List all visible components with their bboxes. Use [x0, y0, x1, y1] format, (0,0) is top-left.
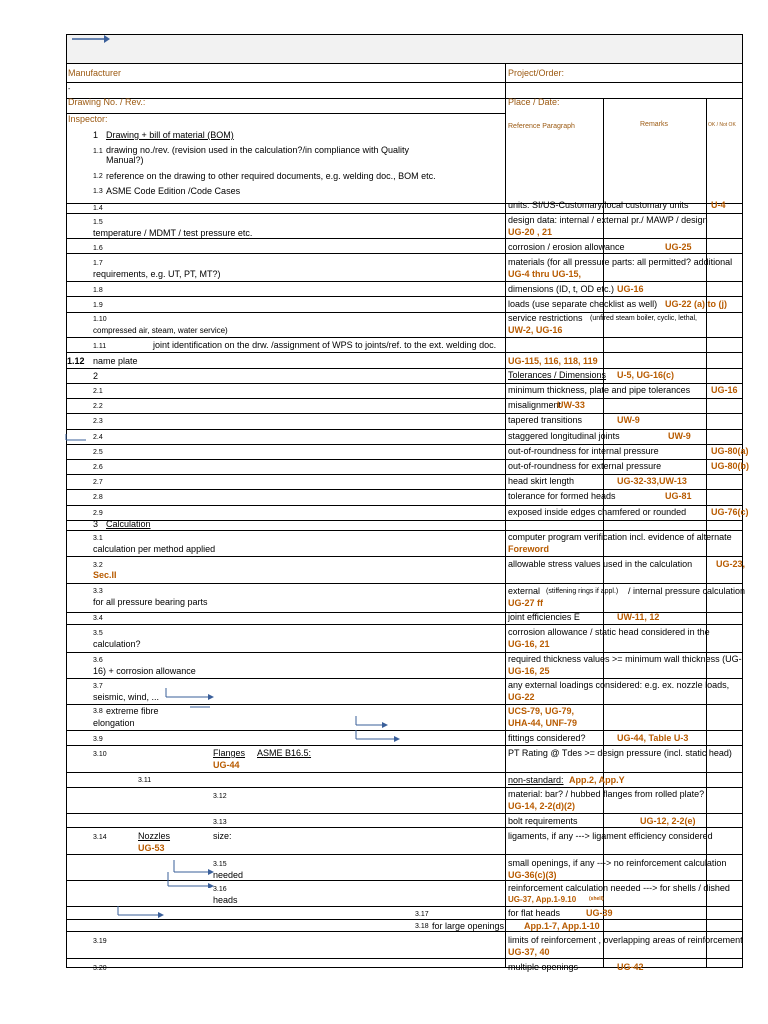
ref-text: out-of-roundness for external pressure — [508, 461, 662, 471]
ref-text: units: SI/US-Customary/local customary units — [508, 200, 689, 210]
ref-text: materials (for all pressure parts: all permitted? additional — [508, 257, 733, 267]
row-text: joint identification on the drw. /assignment of WPS to joints/ref. to the ext. welding doc. — [153, 340, 497, 350]
section2-number: 2 — [93, 371, 99, 381]
row-number: 3.3 — [93, 588, 103, 595]
row-number: 3.2 — [93, 562, 103, 569]
row-number: 3.10 — [93, 751, 107, 758]
row-number: 3.8 — [93, 708, 103, 715]
row-number: 3.15 — [213, 861, 227, 868]
section3-number: 3 — [93, 519, 99, 529]
ref-text: head skirt length — [508, 476, 575, 486]
ref-text: minimum thickness, plate and pipe tolerances — [508, 385, 691, 395]
row-line — [66, 745, 743, 746]
ref-text: corrosion / erosion allowance — [508, 242, 625, 252]
row-number: 3.18 — [415, 923, 429, 930]
row-line — [66, 213, 743, 214]
ref-code: UG-80(a) — [711, 446, 749, 456]
ref-code: UG-80(b) — [711, 461, 749, 471]
row-line — [66, 253, 743, 254]
row-line — [66, 730, 743, 731]
ref-text: tolerance for formed heads — [508, 491, 616, 501]
row-line — [66, 281, 743, 282]
ref-code: UG-81 — [665, 491, 692, 501]
row-number: 3.13 — [213, 819, 227, 826]
row-text: calculation? — [93, 639, 141, 649]
row-line — [66, 827, 743, 828]
ref-text: / internal pressure calculation — [628, 586, 746, 596]
ref-code: App.2, App.Y — [569, 775, 625, 785]
row-text: requirements, e.g. UT, PT, MT?) — [93, 269, 221, 279]
project-order-label: Project/Order: — [508, 68, 565, 78]
ref-text: computer program verification incl. evidence of alternate — [508, 532, 732, 542]
ref-code: UG-32-33,UW-13 — [617, 476, 687, 486]
row-line — [66, 474, 743, 475]
ref-code: UG-53 — [138, 843, 165, 853]
row-line — [66, 772, 743, 773]
ref-code: UG-25 — [665, 242, 692, 252]
ref-code: UG-37, 40 — [508, 947, 550, 957]
row-line — [66, 530, 743, 531]
ref-text: joint efficiencies E — [508, 612, 580, 622]
row-number: 3.16 — [213, 886, 227, 893]
row-number: 1.4 — [93, 205, 103, 212]
row-line — [66, 854, 743, 855]
row-line — [66, 958, 743, 959]
row-text: for all pressure bearing parts — [93, 597, 208, 607]
row-text: 16) + corrosion allowance — [93, 666, 196, 676]
row-number: 2.2 — [93, 403, 103, 410]
ref-code: UG-22 (a) to (j) — [665, 299, 727, 309]
ref-text: fittings considered? — [508, 733, 586, 743]
row-number: 1.5 — [93, 219, 103, 226]
section1-number: 1 — [93, 130, 99, 140]
row-text: name plate — [93, 356, 138, 366]
connector-arrow-icon — [160, 688, 215, 702]
row-number: 3.9 — [93, 736, 103, 743]
row-line — [66, 383, 743, 384]
ref-code: UG-4 thru UG-15, — [508, 269, 582, 279]
row-number: 2.8 — [93, 494, 103, 501]
ref-code: UG-23, — [716, 559, 746, 569]
ref-code: UHA-44, UNF-79 — [508, 718, 578, 728]
ref-code: UG-20 , 21 — [508, 227, 553, 237]
row-number: 2.7 — [93, 479, 103, 486]
ref-code: UG-12, 2-2(e) — [640, 816, 696, 826]
row-line — [66, 429, 743, 430]
ref-text: exposed inside edges chamfered or rounded — [508, 507, 687, 517]
row-number: 3.11 — [138, 777, 152, 784]
row-number: 3.20 — [93, 965, 107, 972]
connector-arrow-icon — [350, 730, 402, 744]
row-text: heads — [213, 895, 238, 905]
row-text: compressed air, steam, water service) — [93, 326, 228, 335]
row-number: 1.1 — [93, 148, 103, 155]
row-line — [66, 413, 743, 414]
ref-code: UCS-79, UG-79, — [508, 706, 575, 716]
row-line — [66, 906, 743, 907]
ref-code: UW-9 — [617, 415, 640, 425]
connector-line-icon — [190, 701, 210, 713]
ref-code: UG-44, Table U-3 — [617, 733, 689, 743]
row-text: for large openings — [432, 921, 505, 931]
row-number: 3.12 — [213, 793, 227, 800]
row-text: reference on the drawing to other required documents, e.g. welding doc., BOM etc. — [106, 171, 436, 181]
row-number: 1.12 — [67, 356, 85, 366]
row-number: 2.3 — [93, 418, 103, 425]
ref-code: UG-42 — [617, 962, 644, 972]
row-line — [66, 583, 743, 584]
ref-code: UW-33 — [557, 400, 585, 410]
row-line — [66, 520, 743, 521]
row-number: 1.6 — [93, 245, 103, 252]
ref-text: any external loadings considered: e.g. ex. nozzle loads, — [508, 680, 730, 690]
row-text: seismic, wind, ... — [93, 692, 160, 702]
ref-text: multiple openings — [508, 962, 579, 972]
ref-code: UW-9 — [668, 431, 691, 441]
section2-title: Tolerances / Dimensions — [508, 370, 607, 380]
ref-code: UG-16 — [617, 284, 644, 294]
column-divider-reference — [505, 64, 506, 968]
row-number: 1.9 — [93, 302, 103, 309]
row-number: 2.4 — [93, 434, 103, 441]
ref-text: dimensions (ID, t, OD etc.) — [508, 284, 615, 294]
ref-code: UG-27 ff — [508, 598, 544, 608]
row-line — [66, 678, 743, 679]
row-line — [66, 352, 743, 353]
ref-code: UW-2, UG-16 — [508, 325, 563, 335]
ref-text: non-standard: — [508, 775, 564, 785]
row-text: extreme fibre — [106, 706, 159, 716]
row-number: 3.1 — [93, 535, 103, 542]
row-number: 3.14 — [93, 834, 107, 841]
ref-text: tapered transitions — [508, 415, 583, 425]
ref-code: UG-115, 116, 118, 119 — [508, 356, 598, 366]
row-number: 3.6 — [93, 657, 103, 664]
row-line — [66, 556, 743, 557]
manufacturer-label: Manufacturer — [68, 68, 122, 78]
ok-not-ok-header: OK / Not OK — [708, 122, 736, 128]
drawing-no-label: Drawing No. / Rev.: — [68, 97, 146, 107]
row-line — [66, 398, 743, 399]
ref-text: external — [508, 586, 541, 596]
row-number: 1.7 — [93, 260, 103, 267]
logo-arrow-icon — [70, 32, 110, 44]
ref-code: UG-22 — [508, 692, 535, 702]
ref-text: design data: internal / external pr./ MAWP / design — [508, 215, 708, 225]
row-line — [66, 98, 743, 99]
ref-text: loads (use separate checklist as well) — [508, 299, 658, 309]
row-number: 3.4 — [93, 615, 103, 622]
ref-text: for flat heads — [508, 908, 561, 918]
row-number: 2.6 — [93, 464, 103, 471]
row-text: temperature / MDMT / test pressure etc. — [93, 228, 253, 238]
row-line — [66, 787, 743, 788]
row-line — [66, 652, 743, 653]
row-text: ASME Code Edition /Code Cases — [106, 186, 241, 196]
ref-code: UG-37, App.1-9.10 — [508, 895, 577, 904]
row-line — [66, 704, 743, 705]
ref-code: Foreword — [508, 544, 550, 554]
row-line — [66, 296, 743, 297]
ref-code: UG-16, 25 — [508, 666, 550, 676]
ref-small: (unfired steam boiler, cyclic, lethal, — [590, 315, 697, 322]
row-line — [66, 813, 743, 814]
ref-code: Sec.II — [93, 570, 117, 580]
row-number: 2.9 — [93, 510, 103, 517]
row-line — [66, 489, 743, 490]
section3-title: Calculation — [106, 519, 151, 529]
ref-text: required thickness values >= minimum wall thickness (UG- — [508, 654, 742, 664]
row-line — [66, 337, 743, 338]
row-number: 3.19 — [93, 938, 107, 945]
ref-code: UG-14, 2-2(d)(2) — [508, 801, 576, 811]
ref-code: UG-16 — [711, 385, 738, 395]
ref-small: (shell) — [589, 896, 604, 902]
row-text: needed — [213, 870, 244, 880]
reference-paragraph-header: Reference Paragraph — [508, 123, 575, 130]
section2-code: U-5, UG-16(c) — [617, 370, 675, 380]
row-line — [66, 505, 743, 506]
row-number: 1.2 — [93, 173, 103, 180]
inspector-label: Inspector: — [68, 114, 108, 124]
connector-arrow-icon — [112, 906, 167, 920]
row-number: 3.17 — [415, 911, 429, 918]
row-number: 1.10 — [93, 316, 107, 323]
row-number: 3.7 — [93, 683, 103, 690]
ref-code: U-4 — [711, 200, 726, 210]
ref-text: material: bar? / hubbed flanges from rolled plate? — [508, 789, 705, 799]
row-line — [66, 312, 743, 313]
row-line — [66, 368, 743, 369]
nozzles-label: Nozzles — [138, 831, 171, 841]
row-line — [66, 931, 743, 932]
row-line — [66, 113, 506, 114]
row-number: 2.5 — [93, 449, 103, 456]
ref-text: PT Rating @ Tdes >= design pressure (incl. static head) — [508, 748, 732, 758]
row-line — [66, 624, 743, 625]
row-number: 1.3 — [93, 188, 103, 195]
ref-code: UG-39 — [586, 908, 613, 918]
row-text: elongation — [93, 718, 135, 728]
place-date-label: Place / Date: — [508, 97, 560, 107]
row-line — [66, 444, 743, 445]
ref-text: bolt requirements — [508, 816, 578, 826]
ref-text: small openings, if any ---> no reinforcement calculation — [508, 858, 727, 868]
ref-text: limits of reinforcement , overlapping areas of reinforcement — [508, 935, 743, 945]
connector-arrow-icon — [164, 860, 216, 888]
side-marker-icon — [60, 430, 90, 444]
ref-small: (stiffening rings if appl.) — [546, 588, 619, 595]
ref-text: misalignment — [508, 400, 562, 410]
row-number: 1.8 — [93, 287, 103, 294]
row-line — [66, 238, 743, 239]
row-line — [66, 459, 743, 460]
ref-text: out-of-roundness for internal pressure — [508, 446, 659, 456]
ref-code: UG-16, 21 — [508, 639, 550, 649]
row-number: 2.1 — [93, 388, 103, 395]
ref-text: ligaments, if any ---> ligament efficiency considered — [508, 831, 713, 841]
row-text: calculation per method applied — [93, 544, 216, 554]
row-text: drawing no./rev. (revision used in the calculation?/in compliance with Quality Manual?) — [106, 145, 409, 166]
ref-text: allowable stress values used in the calculation — [508, 559, 693, 569]
ref-text: reinforcement calculation needed ---> for shells / dished — [508, 883, 730, 893]
section1-title: Drawing + bill of material (BOM) — [106, 130, 234, 140]
empty-marker: - — [68, 86, 71, 93]
ref-code: UG-76(c) — [711, 507, 749, 517]
flanges-label: Flanges — [213, 748, 246, 758]
ref-code: App.1-7, App.1-10 — [524, 921, 600, 931]
ref-code: UG-44 — [213, 760, 240, 770]
ref-code: UG-36(c)(3) — [508, 870, 557, 880]
row-line — [66, 82, 743, 83]
size-label: size: — [213, 831, 232, 841]
row-line — [66, 919, 743, 920]
asme-b16-5-label: ASME B16.5: — [257, 748, 312, 758]
ref-text: staggered longitudinal joints — [508, 431, 620, 441]
ref-text: corrosion allowance / static head considered in the — [508, 627, 710, 637]
remarks-header: Remarks — [640, 121, 669, 128]
ref-text: service restrictions — [508, 313, 583, 323]
row-number: 1.11 — [93, 343, 107, 350]
row-number: 3.5 — [93, 630, 103, 637]
ref-code: UW-11, 12 — [617, 612, 660, 622]
connector-arrow-icon — [350, 716, 390, 730]
